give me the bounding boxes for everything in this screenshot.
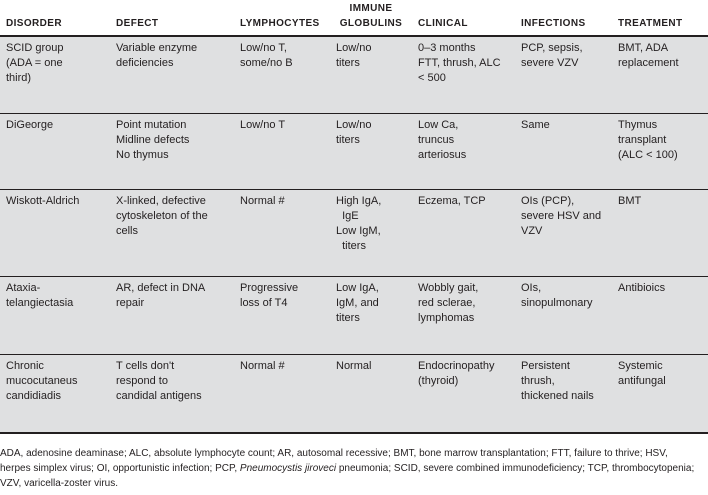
cell-infections — [515, 354, 612, 433]
cell-defect — [110, 113, 234, 189]
header-immune-line2: GLOBULINS — [339, 18, 403, 29]
cell-line: severe HSV and — [521, 209, 602, 222]
header-defect: DEFECT — [110, 0, 234, 36]
cell-immune-globulins — [330, 36, 412, 113]
cell-line: PCP, sepsis, — [521, 42, 583, 54]
cell-line: repair — [116, 296, 145, 309]
cell-line: IgM, and — [336, 296, 379, 309]
cell-line: AR, defect in DNA — [116, 281, 206, 294]
cell-line: Low Ca, — [418, 118, 459, 131]
cell-infections — [515, 276, 612, 354]
cell-infections — [515, 36, 612, 113]
header-immune-globulins — [330, 0, 412, 36]
cell-line: Wobbly gait, — [418, 281, 479, 294]
header-lymphocytes: LYMPHOCYTES — [234, 0, 330, 36]
cell-line: cytoskeleton of the — [116, 209, 208, 222]
cell-treatment — [612, 354, 708, 433]
cell-line: red sclerae, — [418, 296, 476, 309]
cell-line: Chronic — [6, 359, 44, 372]
cell-treatment — [612, 113, 708, 189]
cell-line: thrush, — [521, 374, 555, 387]
cell-infections — [515, 189, 612, 276]
cell-lymphocytes — [234, 189, 330, 276]
cell-line: Normal # — [240, 359, 285, 372]
cell-disorder — [0, 276, 110, 354]
cell-line: Midline defects — [116, 133, 190, 146]
cell-disorder — [0, 189, 110, 276]
cell-line: mucocutaneus — [6, 374, 78, 387]
cell-line: No thymus — [116, 148, 169, 161]
cell-immune-globulins — [330, 354, 412, 433]
cell-line: Low IgM, — [336, 224, 381, 237]
cell-clinical — [412, 36, 515, 113]
cell-line: X-linked, defective — [116, 194, 206, 207]
cell-line: OIs (PCP), — [521, 194, 575, 207]
cell-defect — [110, 36, 234, 113]
table-body — [0, 36, 708, 433]
cell-line: Normal # — [240, 194, 285, 207]
cell-line: Low/no T — [240, 118, 286, 131]
cell-line: replacement — [618, 57, 679, 69]
cell-clinical — [412, 113, 515, 189]
cell-line: transplant — [618, 133, 667, 146]
cell-line: sinopulmonary — [521, 296, 593, 309]
cell-line: T cells don't — [116, 359, 175, 372]
cell-line: respond to — [116, 374, 168, 387]
header-treatment: TREATMENT — [612, 0, 708, 36]
cell-line: < 500 — [418, 72, 446, 84]
cell-clinical — [412, 189, 515, 276]
cell-line: FTT, thrush, ALC — [418, 57, 501, 69]
cell-line: third) — [6, 72, 32, 84]
cell-treatment — [612, 189, 708, 276]
cell-line: Same — [521, 118, 550, 131]
cell-immune-globulins — [330, 276, 412, 354]
cell-line: OIs, — [521, 281, 542, 294]
cell-lymphocytes — [234, 113, 330, 189]
cell-line: arteriosus — [418, 148, 467, 161]
cell-line: (ADA = one — [6, 57, 63, 69]
cell-defect — [110, 354, 234, 433]
cell-line: cells — [116, 224, 139, 237]
header-disorder: DISORDER — [0, 0, 110, 36]
table-row — [0, 113, 708, 189]
cell-line: candidiadis — [6, 389, 62, 402]
cell-line: titers — [336, 311, 360, 324]
table-row — [0, 36, 708, 113]
cell-line: Progressive — [240, 281, 299, 294]
footnote-text-2: pneumonia; SCID, severe combined immunodeficiency; TCP, thrombocytopenia; VZV, varicella-zoster virus. — [0, 463, 695, 489]
cell-line: Low/no T, — [240, 42, 287, 54]
cell-line: Ataxia- — [6, 281, 41, 294]
table-row — [0, 189, 708, 276]
cell-line: Systemic — [618, 359, 663, 372]
cell-lymphocytes — [234, 36, 330, 113]
cell-line: candidal antigens — [116, 389, 202, 402]
header-row — [0, 0, 708, 36]
cell-line: Persistent — [521, 359, 570, 372]
cell-defect — [110, 189, 234, 276]
cell-infections — [515, 113, 612, 189]
cell-line: deficiencies — [116, 57, 174, 69]
cell-disorder — [0, 36, 110, 113]
cell-line: Endocrinopathy — [418, 359, 495, 372]
cell-treatment — [612, 276, 708, 354]
cell-line: SCID group — [6, 42, 64, 54]
cell-lymphocytes — [234, 276, 330, 354]
cell-line: telangiectasia — [6, 296, 74, 309]
cell-line: Eczema, TCP — [418, 194, 486, 207]
cell-line: Low IgA, — [336, 281, 379, 294]
cell-line: Normal — [336, 359, 372, 372]
cell-line: DiGeorge — [6, 118, 54, 131]
table-row — [0, 354, 708, 433]
cell-disorder — [0, 113, 110, 189]
cell-line: Thymus — [618, 118, 658, 131]
cell-line: titers — [336, 239, 366, 252]
cell-line: severe VZV — [521, 57, 579, 69]
cell-line: Low/no — [336, 118, 372, 131]
cell-line: 0–3 months — [418, 42, 476, 54]
cell-immune-globulins — [330, 189, 412, 276]
header-clinical: CLINICAL — [412, 0, 515, 36]
footnote-italic-organism: Pneumocystis jiroveci — [239, 463, 337, 474]
cell-line: lymphomas — [418, 311, 475, 324]
header-infections: INFECTIONS — [515, 0, 612, 36]
cell-treatment — [612, 36, 708, 113]
cell-line: High IgA, — [336, 194, 382, 207]
cell-line: titers — [336, 57, 360, 69]
cell-lymphocytes — [234, 354, 330, 433]
cell-line: titers — [336, 133, 360, 146]
cell-line: BMT — [618, 194, 642, 207]
cell-immune-globulins — [330, 113, 412, 189]
cell-line: Variable enzyme — [116, 42, 198, 54]
cell-line: loss of T4 — [240, 296, 288, 309]
cell-line: BMT, ADA — [618, 42, 669, 54]
cell-line: Point mutation — [116, 118, 187, 131]
cell-line: Low/no — [336, 42, 372, 54]
cell-clinical — [412, 276, 515, 354]
cell-defect — [110, 276, 234, 354]
cell-clinical — [412, 354, 515, 433]
cell-line: some/no B — [240, 57, 293, 69]
table-row — [0, 276, 708, 354]
cell-line: truncus — [418, 133, 455, 146]
cell-line: Wiskott-Aldrich — [6, 194, 80, 207]
footnote-text-1: ADA, adenosine deaminase; ALC, absolute lymphocyte count; AR, autosomal recessive; BMT, bone marrow transplantation; FTT, failure to thrive; HSV, herpes simplex virus; OI, opportunistic infection; PCP, — [0, 448, 668, 474]
cell-line: (thyroid) — [418, 374, 459, 387]
cell-line: VZV — [521, 224, 543, 237]
cell-line: (ALC < 100) — [618, 148, 678, 161]
header-immune-line1: IMMUNE — [349, 3, 393, 14]
cell-disorder — [0, 354, 110, 433]
cell-line: Antibioics — [618, 281, 666, 294]
cell-line: antifungal — [618, 374, 666, 387]
cell-line: IgE — [336, 209, 359, 222]
cell-line: thickened nails — [521, 389, 594, 402]
table-footnote — [0, 446, 700, 491]
